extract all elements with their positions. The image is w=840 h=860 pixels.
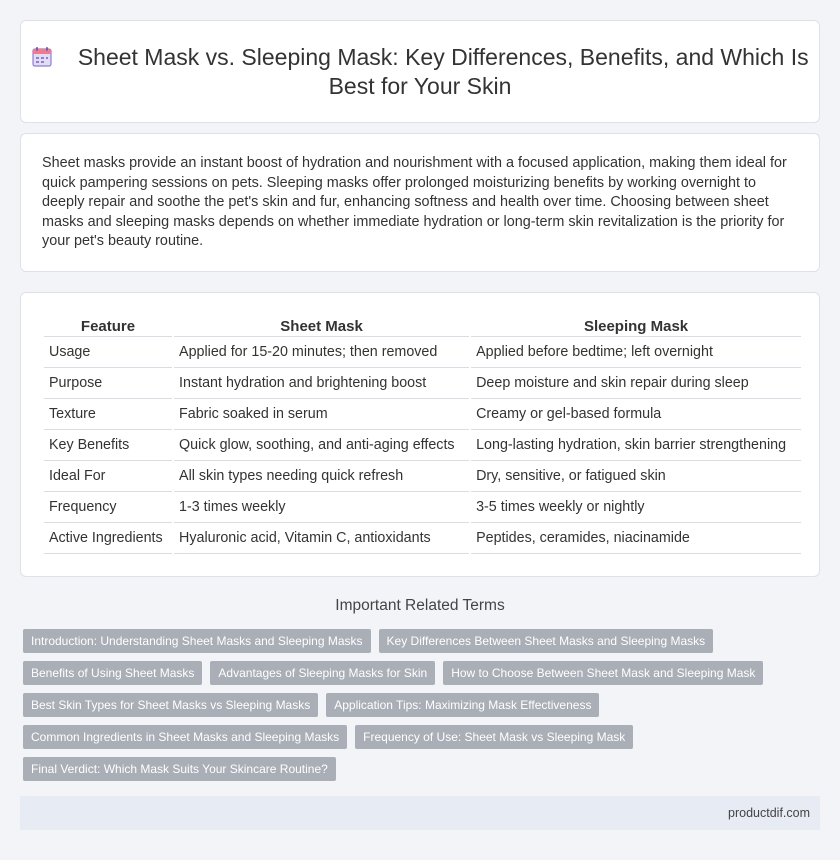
- related-term-tag[interactable]: Best Skin Types for Sheet Masks vs Sleeping Masks: [23, 693, 318, 717]
- feature-cell: Frequency: [44, 492, 172, 523]
- tag-row: [23, 661, 783, 685]
- header-sheet-mask: Sheet Mask: [174, 317, 469, 337]
- tag-row: [23, 725, 783, 749]
- calendar-icon: [31, 46, 53, 68]
- sheet-mask-cell: Applied for 15-20 minutes; then removed: [174, 337, 469, 368]
- tag-row: [23, 629, 783, 653]
- related-term-tag[interactable]: Advantages of Sleeping Masks for Skin: [210, 661, 435, 685]
- sleeping-mask-cell: Dry, sensitive, or fatigued skin: [471, 461, 801, 492]
- footer: [20, 796, 820, 830]
- sleeping-mask-cell: Deep moisture and skin repair during sleep: [471, 368, 801, 399]
- intro-card: [20, 133, 820, 272]
- table-row: [44, 399, 801, 430]
- comparison-table: [42, 317, 803, 554]
- header-feature: Feature: [44, 317, 172, 337]
- feature-cell: Active Ingredients: [44, 523, 172, 554]
- sheet-mask-cell: Fabric soaked in serum: [174, 399, 469, 430]
- footer-site-name[interactable]: productdif.com: [728, 806, 810, 820]
- intro-paragraph: Sheet masks provide an instant boost of hydration and nourishment with a focused application, making them ideal for quick pampering sessions on pets. Sleeping masks offer prolonged moisturizing benefits by working overnight to deeply repair and soothe the pet's skin and fur, enhancing softness and health over time. Choosing between sheet masks and sleeping masks depends on whether immediate hydration or long-term skin revitalization is the priority for your pet's beauty routine.: [42, 155, 787, 249]
- related-term-tag[interactable]: Final Verdict: Which Mask Suits Your Skincare Routine?: [23, 757, 336, 781]
- sheet-mask-cell: Quick glow, soothing, and anti-aging effects: [174, 430, 469, 461]
- related-terms-list: [23, 629, 783, 789]
- related-term-tag[interactable]: Introduction: Understanding Sheet Masks and Sleeping Masks: [23, 629, 371, 653]
- sleeping-mask-cell: Applied before bedtime; left overnight: [471, 337, 801, 368]
- related-term-tag[interactable]: How to Choose Between Sheet Mask and Sleeping Mask: [443, 661, 763, 685]
- related-term-tag[interactable]: Key Differences Between Sheet Masks and Sleeping Masks: [379, 629, 714, 653]
- sleeping-mask-cell: 3-5 times weekly or nightly: [471, 492, 801, 523]
- title-wrap: [21, 43, 819, 101]
- feature-cell: Key Benefits: [44, 430, 172, 461]
- sleeping-mask-cell: Creamy or gel-based formula: [471, 399, 801, 430]
- related-terms-heading: Important Related Terms: [335, 597, 505, 614]
- related-term-tag[interactable]: Benefits of Using Sheet Masks: [23, 661, 202, 685]
- table-row: [44, 430, 801, 461]
- page-title: Sheet Mask vs. Sleeping Mask: Key Differences, Benefits, and Which Is Best for Your Skin: [77, 44, 809, 99]
- related-term-tag[interactable]: Frequency of Use: Sheet Mask vs Sleeping Mask: [355, 725, 633, 749]
- sheet-mask-cell: Hyaluronic acid, Vitamin C, antioxidants: [174, 523, 469, 554]
- sheet-mask-cell: All skin types needing quick refresh: [174, 461, 469, 492]
- table-row: [44, 523, 801, 554]
- sleeping-mask-cell: Long-lasting hydration, skin barrier strengthening: [471, 430, 801, 461]
- sleeping-mask-cell: Peptides, ceramides, niacinamide: [471, 523, 801, 554]
- table-row: [44, 461, 801, 492]
- feature-cell: Usage: [44, 337, 172, 368]
- table-row: [44, 337, 801, 368]
- header-sleeping-mask: Sleeping Mask: [471, 317, 801, 337]
- feature-cell: Ideal For: [44, 461, 172, 492]
- header-card: [20, 20, 820, 123]
- table-row: [44, 368, 801, 399]
- sheet-mask-cell: Instant hydration and brightening boost: [174, 368, 469, 399]
- comparison-table-card: [20, 292, 820, 577]
- feature-cell: Purpose: [44, 368, 172, 399]
- feature-cell: Texture: [44, 399, 172, 430]
- related-term-tag[interactable]: Common Ingredients in Sheet Masks and Sleeping Masks: [23, 725, 347, 749]
- tag-row: [23, 757, 783, 781]
- table-row: [44, 492, 801, 523]
- tag-row: [23, 693, 783, 717]
- table-header-row: [44, 317, 801, 337]
- related-term-tag[interactable]: Application Tips: Maximizing Mask Effectiveness: [326, 693, 599, 717]
- sheet-mask-cell: 1-3 times weekly: [174, 492, 469, 523]
